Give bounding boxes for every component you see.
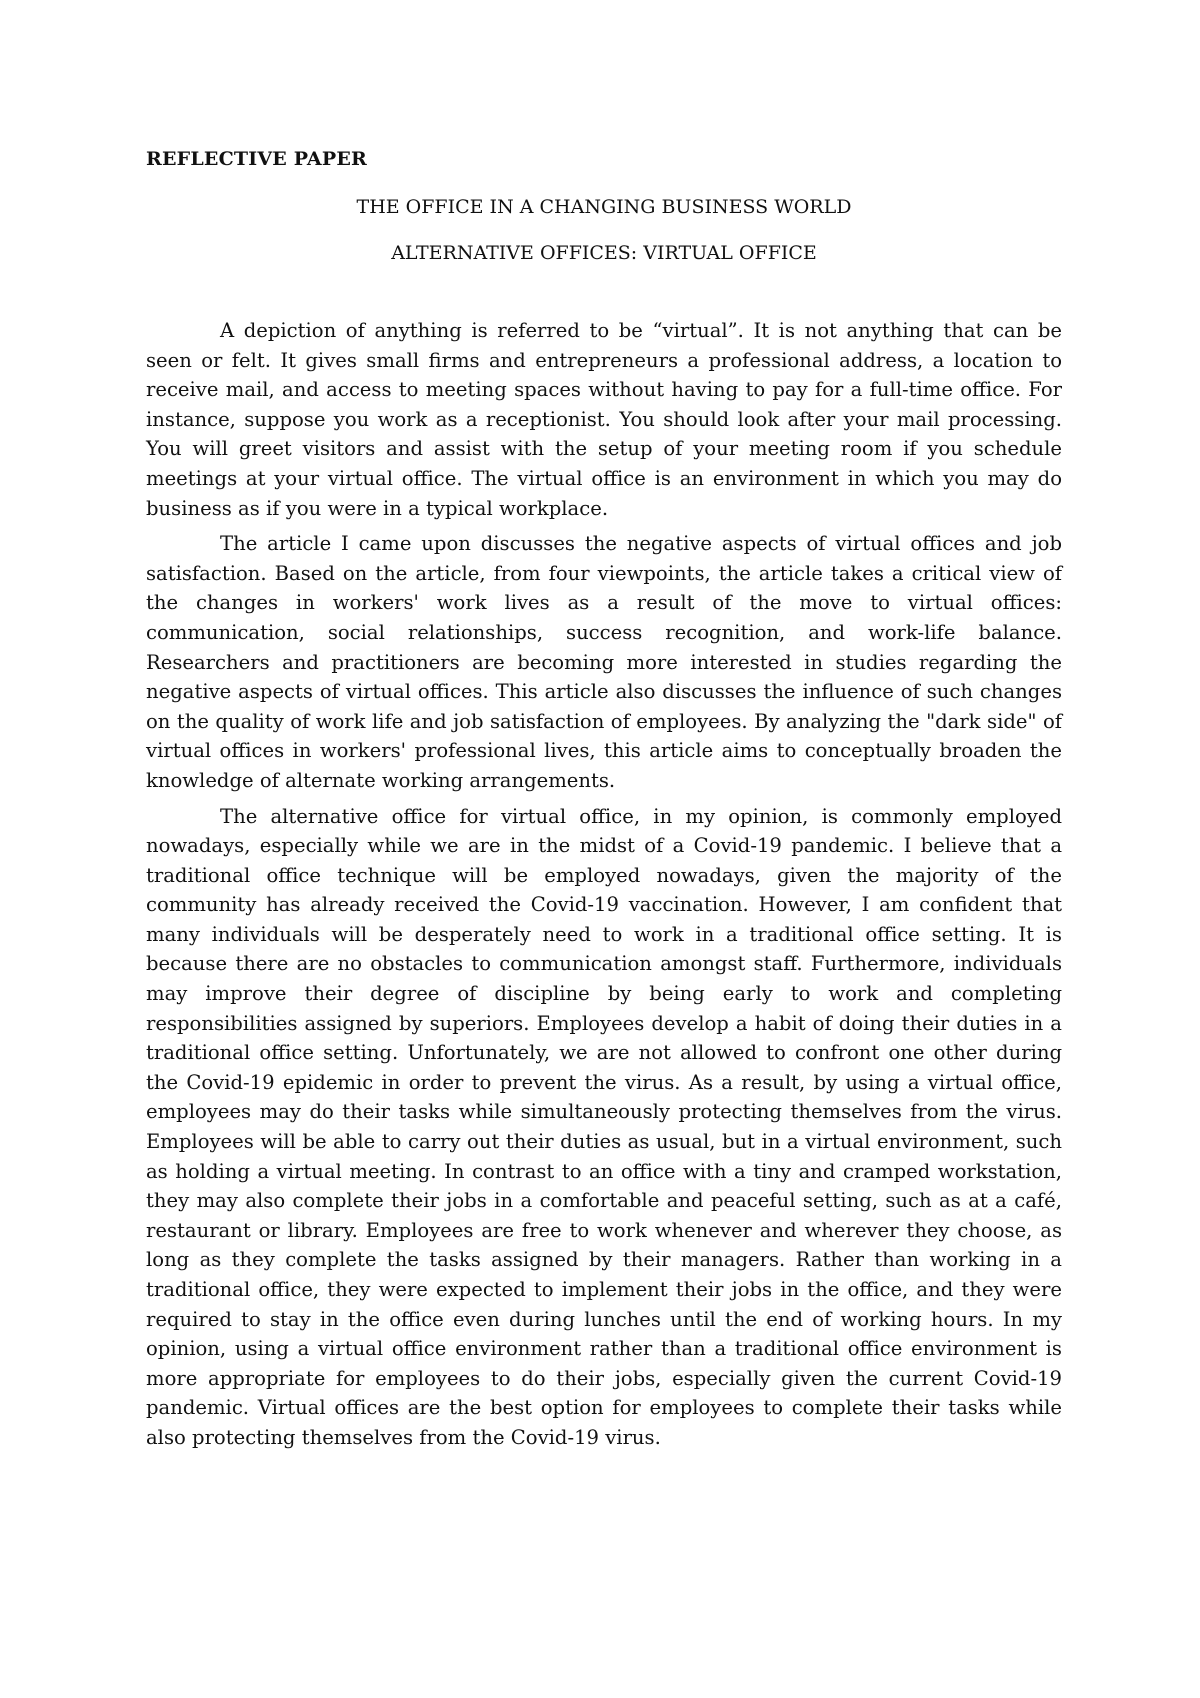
paragraph-2: The article I came upon discusses the negative aspects of virtual offices and job satisfaction. Based on the article, from four viewpoints, the article takes a critical view of the changes in workers' work lives as a result of the move to virtual offices: communication, social relationships, success recognition, and work-life balance. Researchers and practitioners are becoming more interested in studies regarding the negative aspects of virtual offices. This article also discusses the influence of such changes on the quality of work life and job satisfaction of employees. By analyzing the "dark side" of virtual offices in workers' professional lives, this article aims to conceptually broaden the knowledge of alternate working arrangements. [146, 532, 1062, 792]
document-label: REFLECTIVE PAPER [146, 148, 367, 170]
heading-spacer [146, 286, 1062, 316]
document-subtitle: ALTERNATIVE OFFICES: VIRTUAL OFFICE [391, 242, 817, 264]
paragraph-3: The alternative office for virtual office, in my opinion, is commonly employed nowadays, especially while we are in the midst of a Covid-19 pandemic. I believe that a traditional office technique will be employed nowadays, given the majority of the community has already received the Covid-19 vaccination. However, I am confident that many individuals will be desperately need to work in a traditional office setting. It is because there are no obstacles to communication amongst staff. Furthermore, individuals may improve their degree of discipline by being early to work and completing responsibilities assigned by superiors. Employees develop a habit of doing their duties in a traditional office setting. Unfortunately, we are not allowed to confront one other during the Covid-19 epidemic in order to prevent the virus. As a result, by using a virtual office, employees may do their tasks while simultaneously protecting themselves from the virus. Employees will be able to carry out their duties as usual, but in a virtual environment, such as holding a virtual meeting. In contrast to an office with a tiny and cramped workstation, they may also complete their jobs in a comfortable and peaceful setting, such as at a café, restaurant or library. Employees are free to work whenever and wherever they choose, as long as they complete the tasks assigned by their managers. Rather than working in a traditional office, they were expected to implement their jobs in the office, and they were required to stay in the office even during lunches until the end of working hours. In my opinion, using a virtual office environment rather than a traditional office environment is more appropriate for employees to do their jobs, especially given the current Covid-19 pandemic. Virtual offices are the best option for employees to complete their tasks while also protecting themselves from the Covid-19 virus. [146, 804, 1062, 1449]
document-body [146, 146, 1062, 1459]
document-title: THE OFFICE IN A CHANGING BUSINESS WORLD [356, 196, 852, 218]
paragraph-1: A depiction of anything is referred to be “virtual”. It is not anything that can be seen or felt. It gives small firms and entrepreneurs a professional address, a location to receive mail, and access to meeting spaces without having to pay for a full-time office. For instance, suppose you work as a receptionist. You should look after your mail processing. You will greet visitors and assist with the setup of your meeting room if you schedule meetings at your virtual office. The virtual office is an environment in which you may do business as if you were in a typical workplace. [146, 319, 1062, 520]
